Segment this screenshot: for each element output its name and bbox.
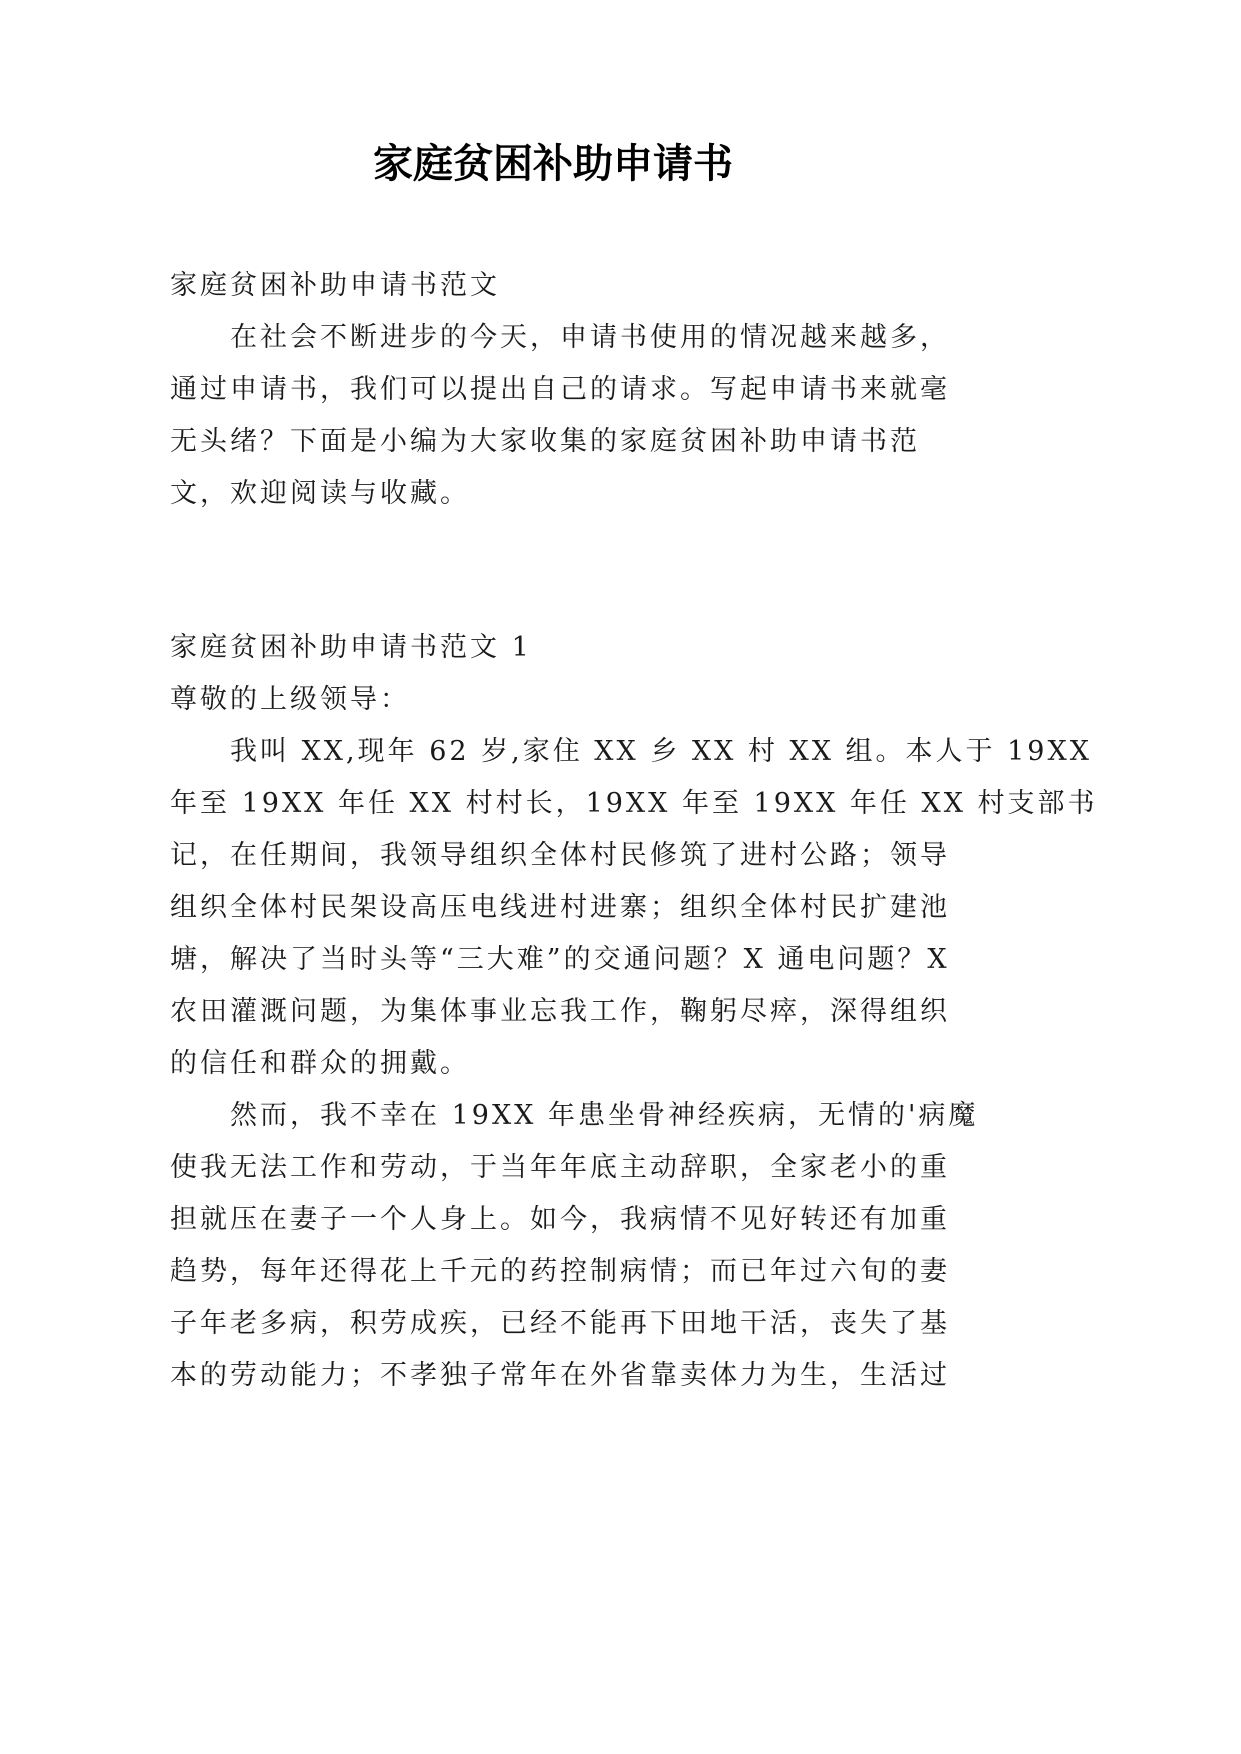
section-heading: 家庭贫困补助申请书范文 1: [170, 632, 532, 663]
intro-line: 文，欢迎阅读与收藏。: [170, 478, 470, 509]
paragraph-line: 农田灌溉问题，为集体事业忘我工作，鞠躬尽瘁，深得组织: [170, 996, 950, 1027]
paragraph-line: 担就压在妻子一个人身上。如今，我病情不见好转还有加重: [170, 1204, 950, 1235]
paragraph-line: 的信任和群众的拥戴。: [170, 1048, 470, 1079]
paragraph-line: 子年老多病，积劳成疾，已经不能再下田地干活，丧失了基: [170, 1308, 950, 1339]
paragraph-line: 塘，解决了当时头等“三大难”的交通问题？X 通电问题？X: [170, 944, 950, 975]
paragraph-line: 本的劳动能力；不孝独子常年在外省靠卖体力为生，生活过: [170, 1360, 950, 1391]
intro-line: 在社会不断进步的今天，申请书使用的情况越来越多，: [230, 322, 950, 353]
paragraph-line: 记，在任期间，我领导组织全体村民修筑了进村公路；领导: [170, 840, 950, 871]
intro-line: 无头绪？下面是小编为大家收集的家庭贫困补助申请书范: [170, 426, 920, 457]
intro-section: [170, 260, 950, 520]
document-title: 家庭贫困补助申请书: [373, 141, 733, 187]
paragraph-line: 然而，我不幸在 19XX 年患坐骨神经疾病，无情的'病魔: [230, 1100, 979, 1131]
paragraph-1: [170, 726, 1098, 1090]
intro-line: 通过申请书，我们可以提出自己的请求。写起申请书来就毫: [170, 374, 950, 405]
paragraph-line: 使我无法工作和劳动，于当年年底主动辞职，全家老小的重: [170, 1152, 950, 1183]
salutation: 尊敬的上级领导：: [170, 684, 410, 715]
letter-section: [170, 622, 1098, 1402]
paragraph-line: 趋势，每年还得花上千元的药控制病情；而已年过六旬的妻: [170, 1256, 950, 1287]
intro-heading: 家庭贫困补助申请书范文: [170, 270, 500, 301]
paragraph-line: 我叫 XX,现年 62 岁,家住 XX 乡 XX 村 XX 组。本人于 19XX: [230, 736, 1092, 767]
paragraph-2: [170, 1090, 979, 1402]
paragraph-line: 年至 19XX 年任 XX 村村长，19XX 年至 19XX 年任 XX 村支部书: [170, 788, 1098, 819]
paragraph-line: 组织全体村民架设高压电线进村进寨；组织全体村民扩建池: [170, 892, 950, 923]
